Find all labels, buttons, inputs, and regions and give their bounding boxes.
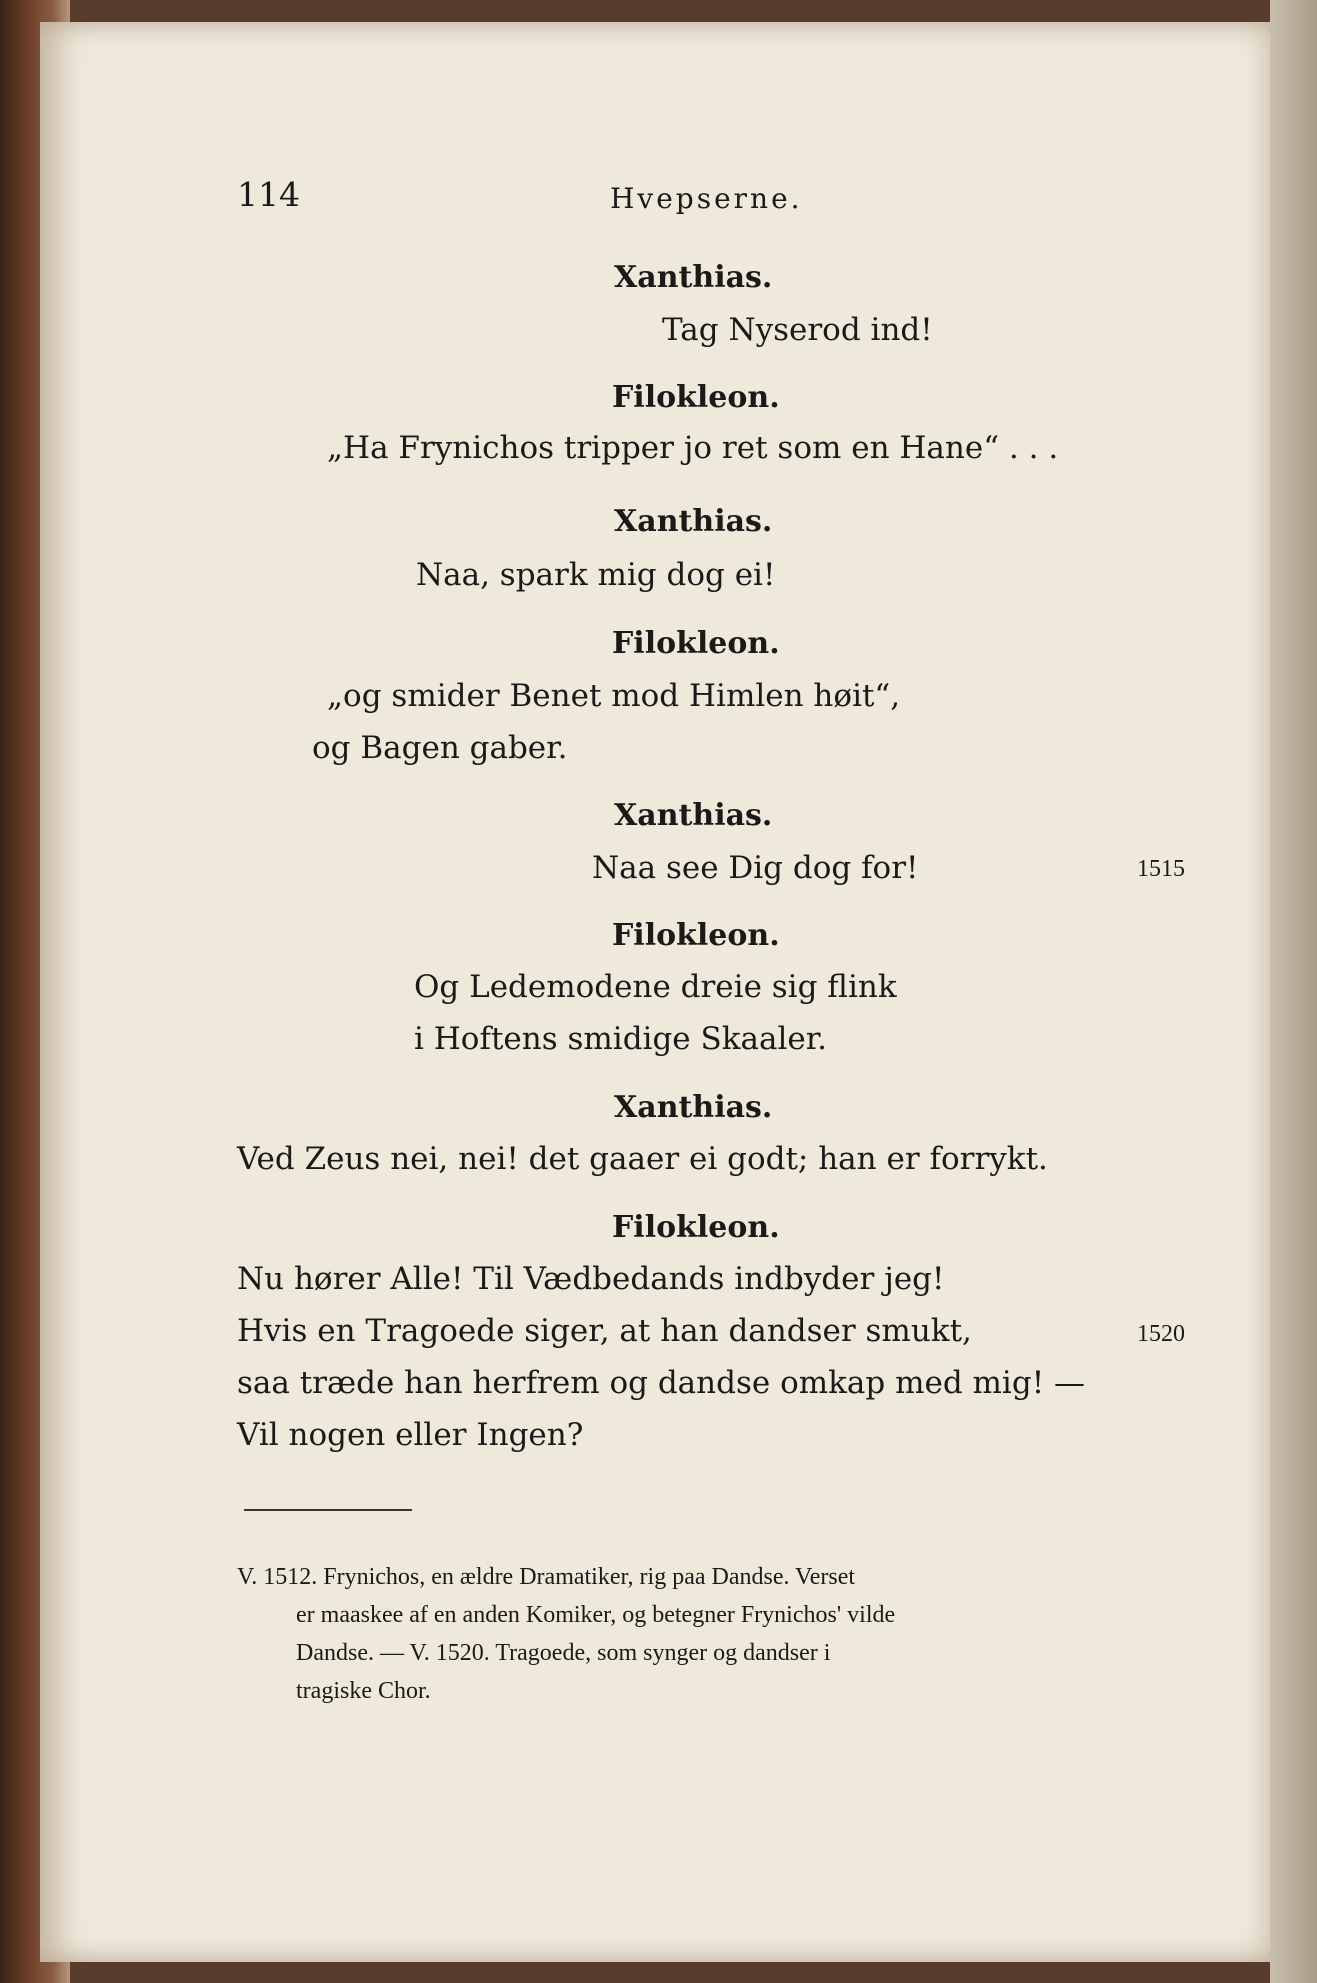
footnote-line: Dandse. — V. 1520. Tragoede, som synger og dandser i	[296, 1640, 831, 1666]
verse-line: „og smider Benet mod Himlen høit“,	[327, 678, 901, 714]
speaker-xanthias: Xanthias.	[614, 504, 773, 539]
line-number-1520: 1520	[1137, 1321, 1185, 1347]
line-number-1515: 1515	[1137, 856, 1185, 882]
footnote-line: V. 1512. Frynichos, en ældre Dramatiker, rig paa Dandse. Verset	[237, 1564, 856, 1590]
speaker-xanthias: Xanthias.	[614, 1090, 773, 1125]
speaker-xanthias: Xanthias.	[614, 260, 773, 295]
verse-line: Og Ledemodene dreie sig flink	[414, 969, 897, 1005]
speaker-xanthias: Xanthias.	[614, 798, 773, 833]
verse-line: Nu hører Alle! Til Vædbedands indbyder jeg!	[237, 1261, 945, 1297]
verse-line: Ved Zeus nei, nei! det gaaer ei godt; han er forrykt.	[237, 1141, 1048, 1177]
verse-line: Vil nogen eller Ingen?	[237, 1417, 584, 1453]
footnote-line: tragiske Chor.	[296, 1678, 431, 1704]
speaker-filokleon: Filokleon.	[612, 918, 780, 953]
speaker-filokleon: Filokleon.	[612, 380, 780, 415]
verse-line: saa træde han herfrem og dandse omkap med mig! —	[237, 1365, 1086, 1401]
footnote-divider	[244, 1509, 412, 1511]
speaker-filokleon: Filokleon.	[612, 626, 780, 661]
verse-line: Tag Nyserod ind!	[662, 312, 933, 348]
running-title: Hvepserne.	[610, 182, 803, 215]
page-edge-strip	[1270, 0, 1317, 1983]
verse-line: og Bagen gaber.	[312, 730, 568, 766]
verse-line: Naa see Dig dog for!	[592, 850, 919, 886]
verse-line: Hvis en Tragoede siger, at han dandser smukt,	[237, 1313, 972, 1349]
page-number: 114	[237, 175, 300, 214]
speaker-filokleon: Filokleon.	[612, 1210, 780, 1245]
verse-line: „Ha Frynichos tripper jo ret som en Hane“ . . .	[327, 430, 1059, 466]
verse-line: i Hoftens smidige Skaaler.	[414, 1021, 828, 1057]
footnote-line: er maaskee af en anden Komiker, og betegner Frynichos' vilde	[296, 1602, 896, 1628]
verse-line: Naa, spark mig dog ei!	[416, 557, 776, 593]
